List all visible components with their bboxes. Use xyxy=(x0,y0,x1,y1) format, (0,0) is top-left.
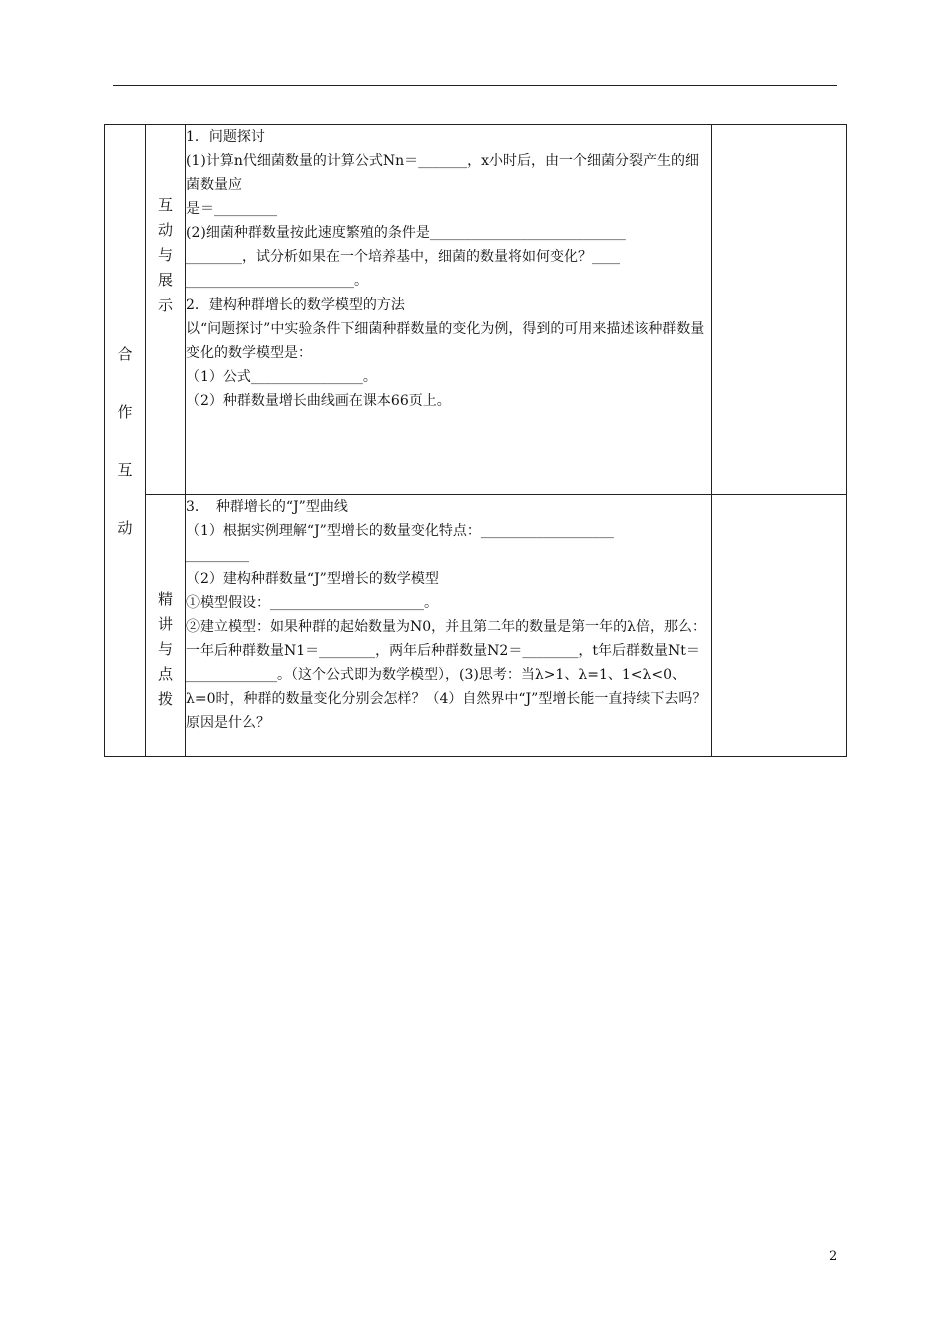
section-label: 精讲与点拨 xyxy=(157,590,173,708)
content-line: _________ xyxy=(186,547,249,563)
section-cell xyxy=(146,125,186,495)
table-row xyxy=(105,125,847,495)
content-line: （2）建构种群数量“J”型增长的数学模型 xyxy=(186,571,439,587)
notes-cell xyxy=(712,125,847,495)
header-rule xyxy=(113,85,837,86)
content-line: （2）种群数量增长曲线画在课本66页上。 xyxy=(186,393,451,409)
content-line: ________，试分析如果在一个培养基中，细菌的数量将如何变化？____ xyxy=(186,249,620,265)
content-line: ②建立模型：如果种群的起始数量为N0，并且第二年的数量是第一年的λ倍，那么：一年后种群数量N1＝________，两年后种群数量N2＝________，t年后群数量Nt＝_____________。（这个公式即为数学模型），(3)思考：当λ>1、λ=1、1<λ<0、λ=0时，种群的数量变化分别会怎样？（4）自然界中“J”型增长能一直持续下去吗？原因是什么？ xyxy=(186,619,707,731)
content-line: （1）公式________________。 xyxy=(186,369,377,385)
stage-label: 合作互动 xyxy=(117,344,133,537)
notes-cell xyxy=(712,495,847,757)
content-line: 3． 种群增长的“J”型曲线 xyxy=(186,499,348,515)
content-cell xyxy=(186,495,712,757)
table-row xyxy=(105,495,847,757)
content-line: ________________________。 xyxy=(186,273,368,289)
content-line: 是＝_________ xyxy=(186,201,277,217)
content-line: (1)计算n代细菌数量的计算公式Nn＝_______，x小时后，由一个细菌分裂产生的细菌数量应 xyxy=(186,153,700,193)
stage-cell xyxy=(105,125,146,757)
content-line: ①模型假设：______________________。 xyxy=(186,595,438,611)
content-line: （1）根据实例理解“J”型增长的数量变化特点：___________________ xyxy=(186,523,614,539)
page-number: 2 xyxy=(829,1249,838,1264)
content-line: 1．问题探讨 xyxy=(186,129,265,145)
content-line: 2．建构种群增长的数学模型的方法 xyxy=(186,297,405,313)
content-cell xyxy=(186,125,712,495)
content-line: (2)细菌种群数量按此速度繁殖的条件是____________________________ xyxy=(186,225,626,241)
section-cell xyxy=(146,495,186,757)
section-label: 互动与展示 xyxy=(157,196,173,314)
content-line: 以“问题探讨”中实验条件下细菌种群数量的变化为例，得到的可用来描述该种群数量变化的数学模型是： xyxy=(186,321,705,361)
lesson-table xyxy=(104,124,847,757)
